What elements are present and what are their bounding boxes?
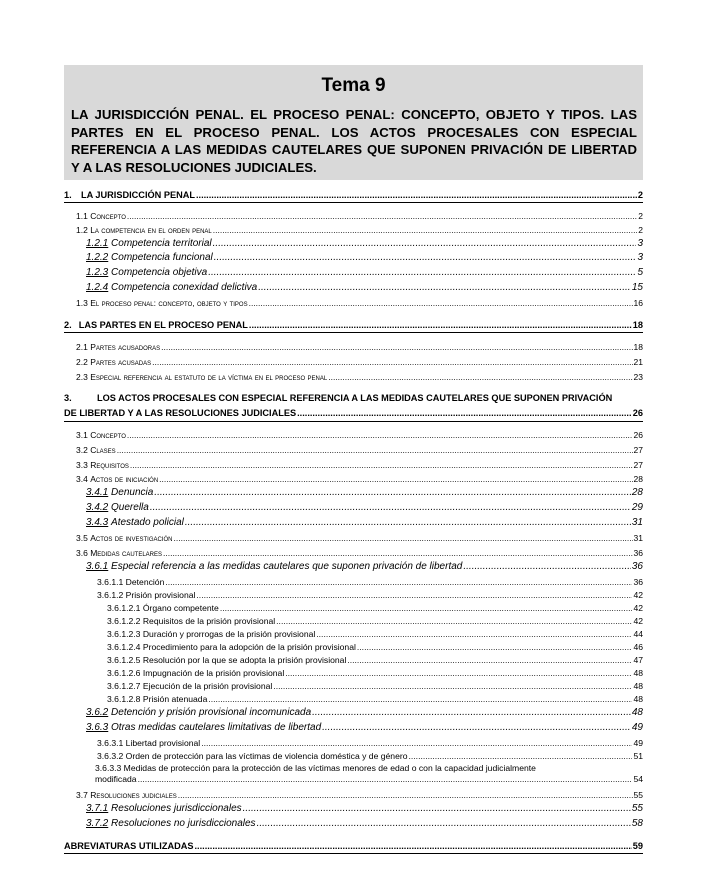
toc-entry-3-4[interactable]: 3.4 Actos de iniciación ..... 28	[76, 473, 643, 485]
toc-entry-abreviaturas[interactable]: ABREVIATURAS UTILIZADAS ..... 59	[64, 840, 643, 852]
toc-entry-1-3[interactable]: 1.3 El proceso penal: concepto, objeto y tipos ..... 16	[76, 297, 643, 309]
toc-entry-3-6-1-2-2[interactable]: 3.6.1.2.2 Requisitos de la prisión provisional ..... 42	[107, 615, 643, 627]
toc-entry-3-6-1-2-7[interactable]: 3.6.1.2.7 Ejecución de la prisión provisional ..... 48	[107, 680, 643, 692]
toc-entry-3-6-1[interactable]: 3.6.1 Especial referencia a las medidas cautelares que suponen privación de libertad ..... 36	[86, 561, 643, 573]
toc-entry-3-6-2[interactable]: 3.6.2 Detención y prisión provisional incomunicada ..... 48	[86, 707, 643, 719]
toc-entry-3-6-3[interactable]: 3.6.3 Otras medidas cautelares limitativas de libertad ..... 49	[86, 722, 643, 734]
toc-entry-3-5[interactable]: 3.5 Actos de investigación ..... 31	[76, 532, 643, 544]
toc-entry-1-2-2[interactable]: 1.2.2 Competencia funcional ..... 3	[86, 252, 643, 264]
section-rule	[64, 332, 643, 333]
toc-entry-1-2-3[interactable]: 1.2.3 Competencia objetiva ..... 5	[86, 267, 643, 279]
toc-entry-3-6-3-3[interactable]: 3.6.3.3 Medidas de protección para la protección de las víctimas menores de edad o con la capacidad judicialmente modificada ..... 54	[95, 763, 643, 785]
toc-entry-3-4-3[interactable]: 3.4.3 Atestado policial ..... 31	[86, 517, 643, 529]
section-rule	[64, 853, 643, 854]
toc-entry-3-6[interactable]: 3.6 Medidas cautelares ..... 36	[76, 547, 643, 559]
toc-entry-1-2-1[interactable]: 1.2.1 Competencia territorial ..... 3	[86, 238, 643, 250]
toc-entry-3[interactable]: 3. LOS ACTOS PROCESALES CON ESPECIAL REFERENCIA A LAS MEDIDAS CAUTELARES QUE SUPONEN PRIVACIÓN DE LIBERTAD Y A LAS RESOLUCIONES JUDICIALES ..... 26	[64, 391, 643, 421]
toc-entry-3-7-1[interactable]: 3.7.1 Resoluciones jurisdiccionales ..... 55	[86, 803, 643, 815]
toc-entry-1-1[interactable]: 1.1 Concepto ..... 2	[76, 210, 643, 222]
toc-entry-3-6-3-1[interactable]: 3.6.3.1 Libertad provisional ..... 49	[97, 737, 643, 749]
section-rule	[64, 421, 643, 422]
toc-entry-3-6-1-2[interactable]: 3.6.1.2 Prisión provisional ..... 42	[97, 589, 643, 601]
tema-subtitle: LA JURISDICCIÓN PENAL. EL PROCESO PENAL: CONCEPTO, OBJETO Y TIPOS. LAS PARTES EN EL PROCESO PENAL. LOS ACTOS PROCESALES CON ESPECIAL REFERENCIA A LAS MEDIDAS CAUTELARES QUE SUPONEN PRIVACIÓN DE LIBERTAD Y A LAS RESOLUCIONES JUDICIALES.	[71, 107, 637, 175]
toc-entry-2-1[interactable]: 2.1 Partes acusadoras ..... 18	[76, 341, 643, 353]
toc-entry-3-6-1-2-1[interactable]: 3.6.1.2.1 Órgano competente ..... 42	[107, 602, 643, 614]
toc-entry-1[interactable]: 1. LA JURISDICCIÓN PENAL ..... 2	[64, 189, 643, 201]
toc-entry-3-1[interactable]: 3.1 Concepto ..... 26	[76, 429, 643, 441]
toc-entry-1-2[interactable]: 1.2 La competencia en el orden penal ..... 2	[76, 224, 643, 236]
toc-entry-2-3[interactable]: 2.3 Especial referencia al estatuto de la víctima en el proceso penal ..... 23	[76, 371, 643, 383]
toc-entry-3-7[interactable]: 3.7 Resoluciones judiciales ..... 55	[76, 789, 643, 801]
toc-entry-3-4-2[interactable]: 3.4.2 Querella ..... 29	[86, 502, 643, 514]
toc-entry-3-7-2[interactable]: 3.7.2 Resoluciones no jurisdiccionales ..... 58	[86, 818, 643, 830]
toc-entry-3-2[interactable]: 3.2 Clases ..... 27	[76, 444, 643, 456]
toc-entry-3-6-1-2-5[interactable]: 3.6.1.2.5 Resolución por la que se adopta la prisión provisional ..... 47	[107, 654, 643, 666]
toc-entry-3-6-1-2-3[interactable]: 3.6.1.2.3 Duración y prorrogas de la prisión provisional ..... 44	[107, 628, 643, 640]
toc-entry-3-3[interactable]: 3.3 Requisitos ..... 27	[76, 459, 643, 471]
toc-entry-3-6-1-2-6[interactable]: 3.6.1.2.6 Impugnación de la prisión provisional ..... 48	[107, 667, 643, 679]
toc-entry-3-6-1-1[interactable]: 3.6.1.1 Detención ..... 36	[97, 576, 643, 588]
title-box	[64, 65, 643, 180]
toc-entry-3-6-1-2-4[interactable]: 3.6.1.2.4 Procedimiento para la adopción de la prisión provisional ..... 46	[107, 641, 643, 653]
toc-entry-3-4-1[interactable]: 3.4.1 Denuncia ..... 28	[86, 487, 643, 499]
toc-entry-3-6-3-2[interactable]: 3.6.3.2 Orden de protección para las víctimas de violencia doméstica y de género ..... 51	[97, 750, 643, 762]
toc-entry-1-2-4[interactable]: 1.2.4 Competencia conexidad delictiva ..... 15	[86, 282, 643, 294]
tema-title: Tema 9	[321, 75, 386, 96]
toc-entry-3-6-1-2-8[interactable]: 3.6.1.2.8 Prisión atenuada ..... 48	[107, 693, 643, 705]
toc-entry-2[interactable]: 2. LAS PARTES EN EL PROCESO PENAL ..... 18	[64, 319, 643, 331]
toc-entry-2-2[interactable]: 2.2 Partes acusadas ..... 21	[76, 356, 643, 368]
section-rule	[64, 202, 643, 203]
